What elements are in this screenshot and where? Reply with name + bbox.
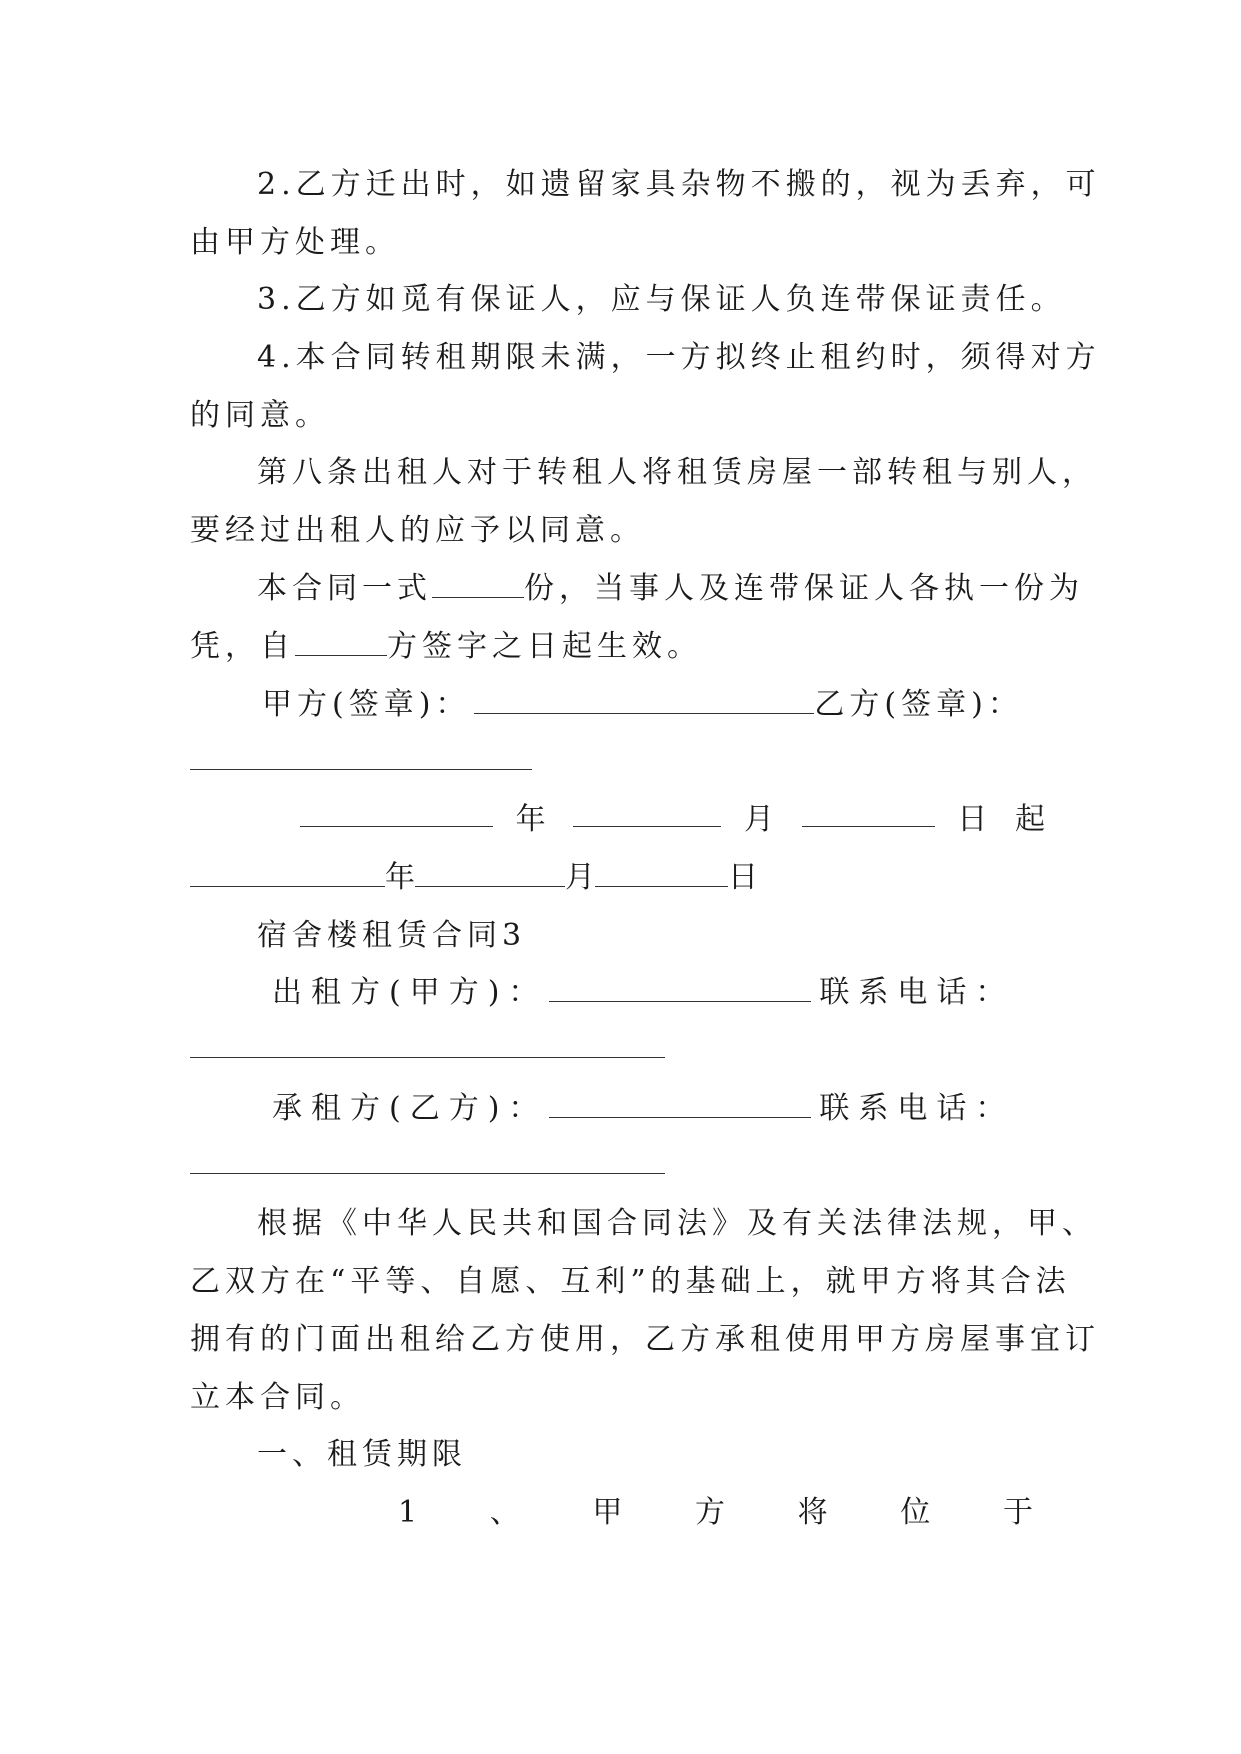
start-year-blank[interactable] — [300, 800, 493, 827]
item1-char: 1 — [398, 1495, 423, 1530]
item1-char: 将 — [797, 1495, 833, 1530]
year-label: 年 — [515, 802, 551, 837]
lessor-phone-label: 联系电话： — [819, 975, 1015, 1010]
signature-line — [262, 685, 1050, 725]
item1-char: 、 — [489, 1495, 525, 1530]
end-month-blank[interactable] — [415, 860, 565, 887]
start-month-blank[interactable] — [573, 800, 721, 827]
para6-line1: 根据《中华人民共和国合同法》及有关法律法规，甲、 — [257, 1206, 1097, 1241]
party-b-sign-blank[interactable] — [190, 769, 532, 770]
para5-line1-end: 份，当事人及连带保证人各执一份为 — [524, 571, 1084, 606]
effective-party-blank[interactable] — [295, 629, 387, 656]
item1-char: 甲 — [592, 1495, 628, 1530]
para6-line2: 乙双方在“平等、自愿、互利”的基础上，就甲方将其合法 — [190, 1264, 1071, 1299]
para3-line2: 的同意。 — [190, 398, 330, 433]
item1-char: 方 — [695, 1495, 731, 1530]
start-date-line — [300, 800, 1050, 840]
lessor-label: 出租方(甲方)： — [272, 975, 548, 1010]
item1-char: 位 — [900, 1495, 936, 1530]
para4-line1: 第八条出租人对于转租人将租赁房屋一部转租与别人， — [257, 455, 1097, 490]
para5-line1-start: 本合同一式 — [257, 571, 432, 606]
para5-line1 — [257, 569, 1084, 609]
end-day-blank[interactable] — [595, 860, 728, 887]
copies-blank[interactable] — [432, 571, 524, 598]
item1-char: 于 — [1002, 1495, 1038, 1530]
lessee-name-blank[interactable] — [549, 1091, 811, 1118]
para1-line1: 2.乙方迁出时，如遗留家具杂物不搬的，视为丢弃，可 — [257, 167, 1101, 202]
lessor-name-blank[interactable] — [549, 975, 811, 1002]
contract-heading: 宿舍楼租赁合同3 — [257, 918, 527, 953]
para5-line2-start: 凭，自 — [190, 629, 295, 664]
party-a-sign-blank[interactable] — [474, 687, 814, 714]
month2-label: 月 — [565, 860, 595, 895]
lessee-line — [272, 1089, 1050, 1129]
para6-line4: 立本合同。 — [190, 1380, 365, 1415]
qi-label: 起 — [1014, 802, 1050, 837]
lessee-phone-label: 联系电话： — [819, 1091, 1015, 1126]
end-year-blank[interactable] — [190, 860, 385, 887]
day2-label: 日 — [728, 860, 758, 895]
party-a-sign-label: 甲方(签章)： — [262, 687, 471, 722]
day-label: 日 — [957, 802, 993, 837]
item1-line — [398, 1493, 1038, 1533]
para3-line1: 4.本合同转租期限未满，一方拟终止租约时，须得对方 — [257, 340, 1101, 375]
para2: 3.乙方如觅有保证人，应与保证人负连带保证责任。 — [257, 282, 1066, 317]
lessee-label: 承租方(乙方)： — [272, 1091, 548, 1126]
para6-line3: 拥有的门面出租给乙方使用，乙方承租使用甲方房屋事宜订 — [190, 1322, 1100, 1357]
section1-heading: 一、租赁期限 — [257, 1437, 467, 1472]
lessor-phone-blank[interactable] — [190, 1057, 665, 1058]
year2-label: 年 — [385, 860, 415, 895]
lessor-line — [272, 973, 1050, 1013]
start-day-blank[interactable] — [802, 800, 935, 827]
party-b-sign-label: 乙方(签章)： — [814, 687, 1023, 722]
month-label: 月 — [743, 802, 779, 837]
end-date-line — [190, 858, 1050, 898]
para4-line2: 要经过出租人的应予以同意。 — [190, 513, 645, 548]
para5-line2 — [190, 627, 1050, 667]
lessee-phone-blank[interactable] — [190, 1173, 665, 1174]
para1-line2: 由甲方处理。 — [190, 225, 400, 260]
para5-line2-end: 方签字之日起生效。 — [387, 629, 702, 664]
